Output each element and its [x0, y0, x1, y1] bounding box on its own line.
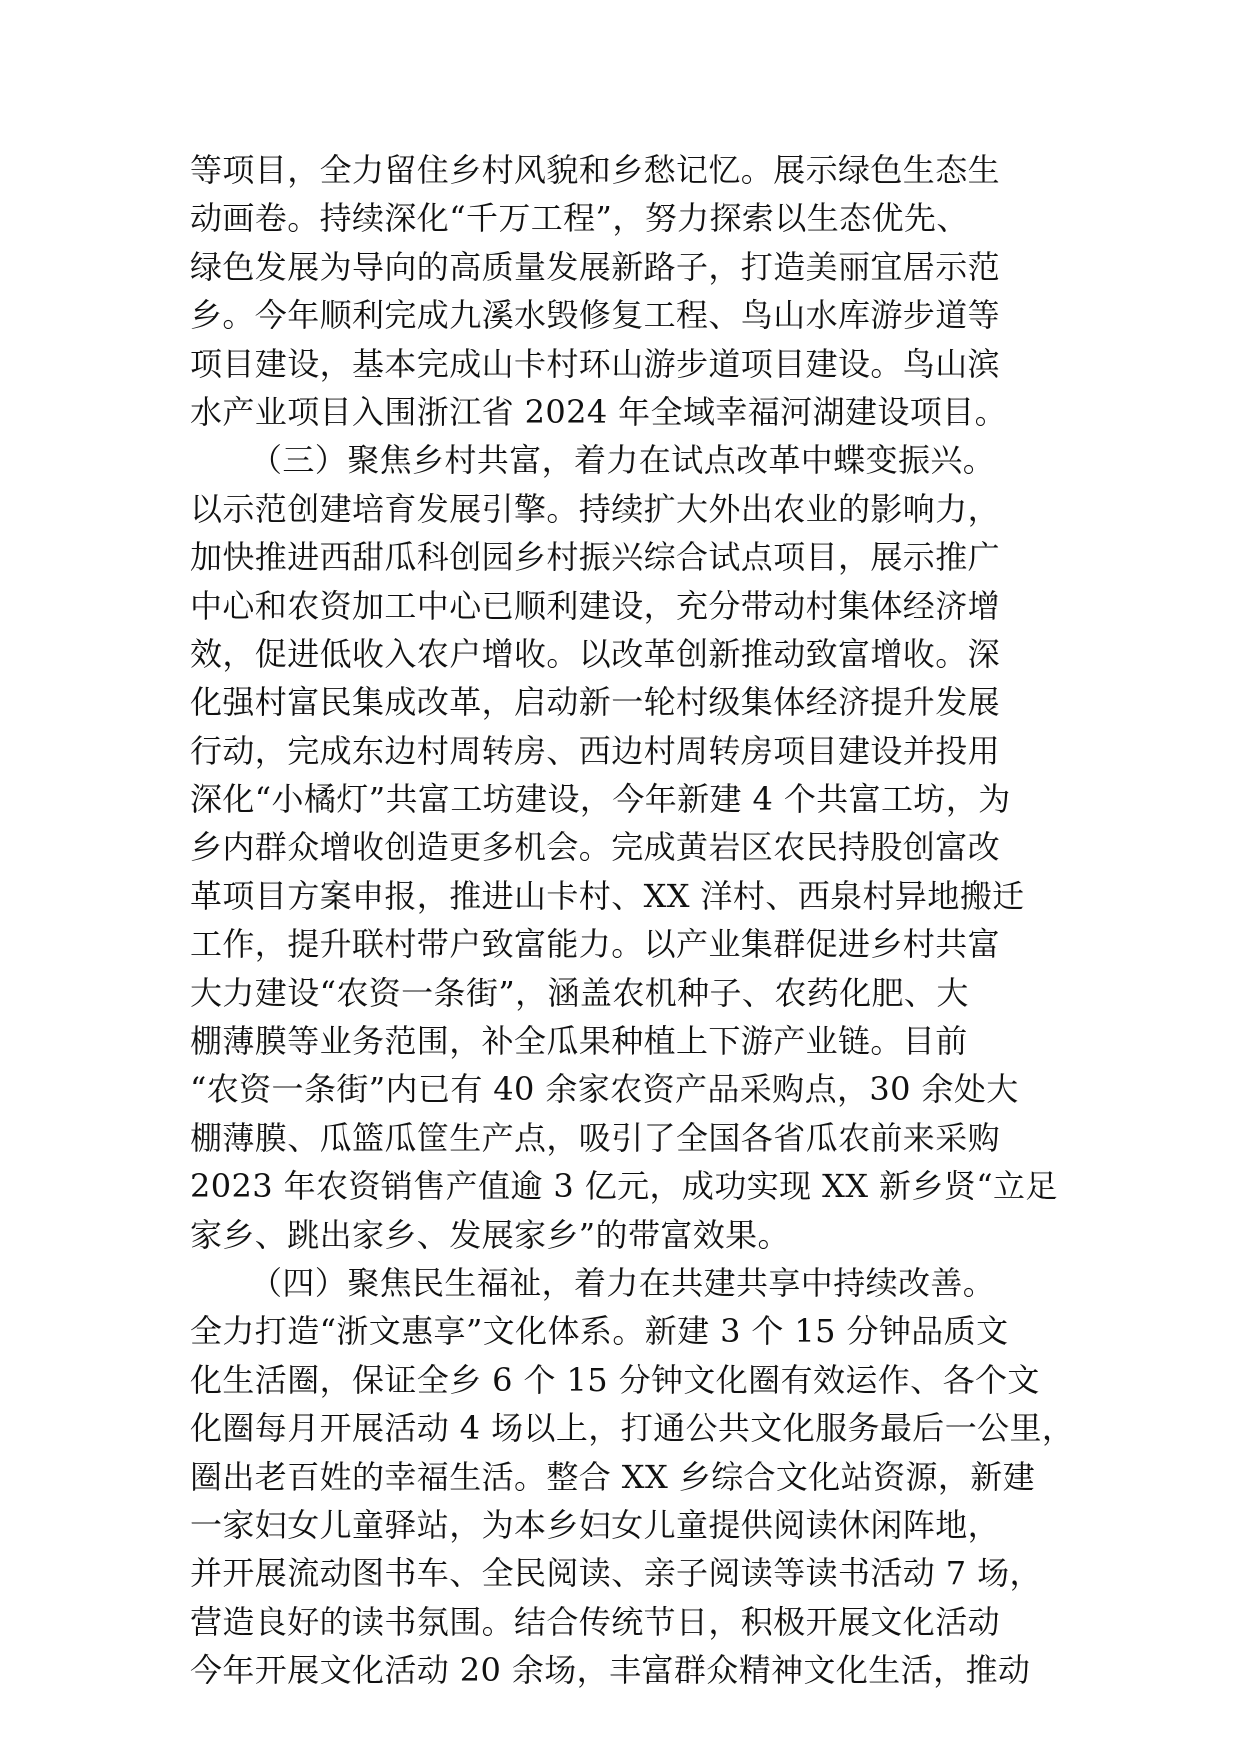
body-text	[190, 146, 1075, 1695]
text-line: “农资一条街”内已有 40 余家农资产品采购点，30 余处大	[190, 1070, 1019, 1109]
text-line: 家乡、跳出家乡、发展家乡”的带富效果。	[190, 1215, 790, 1254]
text-line: 化强村富民集成改革，启动新一轮村级集体经济提升发展	[190, 683, 1001, 722]
text-line: 今年开展文化活动 20 余场，丰富群众精神文化生活，推动	[190, 1651, 1031, 1690]
text-line: 化圈每月开展活动 4 场以上，打通公共文化服务最后一公里，	[190, 1409, 1075, 1448]
text-line: 乡。今年顺利完成九溪水毁修复工程、鸟山水库游步道等	[190, 296, 1001, 335]
text-line: 化生活圈，保证全乡 6 个 15 分钟文化圈有效运作、各个文	[190, 1360, 1040, 1399]
text-line: 等项目，全力留住乡村风貌和乡愁记忆。展示绿色生态生	[190, 151, 1001, 189]
text-line: 效，促进低收入农户增收。以改革创新推动致富增收。深	[190, 634, 1001, 673]
text-line: 中心和农资加工中心已顺利建设，充分带动村集体经济增	[190, 586, 1001, 625]
text-line: 营造良好的读书氛围。结合传统节日，积极开展文化活动	[190, 1602, 1001, 1641]
section-heading-3: （三）聚焦乡村共富，着力在试点改革中蝶变振兴。	[250, 441, 996, 480]
text-line: 行动，完成东边村周转房、西边村周转房项目建设并投用	[190, 731, 1001, 770]
text-line: 一家妇女儿童驿站，为本乡妇女儿童提供阅读休闲阵地，	[190, 1505, 1001, 1544]
text-line: 深化“小橘灯”共富工坊建设，今年新建 4 个共富工坊，为	[190, 780, 1011, 819]
text-line: 项目建设，基本完成山卡村环山游步道项目建设。鸟山滨	[190, 344, 1001, 383]
text-line: 乡内群众增收创造更多机会。完成黄岩区农民持股创富改	[190, 828, 1001, 867]
text-line: 全力打造“浙文惠享”文化体系。新建 3 个 15 分钟品质文	[190, 1312, 1009, 1351]
section-heading-4: （四）聚焦民生福祉，着力在共建共享中持续改善。	[250, 1263, 996, 1302]
text-line: 以示范创建培育发展引擎。持续扩大外出农业的影响力，	[190, 489, 1001, 528]
text-line: 动画卷。持续深化“千万工程”，努力探索以生态优先、	[190, 199, 969, 238]
text-line: 棚薄膜等业务范围，补全瓜果种植上下游产业链。目前	[190, 1022, 968, 1061]
text-line: 革项目方案申报，推进山卡村、XX 洋村、西泉村异地搬迁	[190, 876, 1025, 915]
text-line: 棚薄膜、瓜篮瓜筐生产点，吸引了全国各省瓜农前来采购	[190, 1118, 1001, 1157]
text-line: 大力建设“农资一条街”，涵盖农机种子、农药化肥、大	[190, 973, 969, 1012]
text-line: 水产业项目入围浙江省 2024 年全域幸福河湖建设项目。	[190, 392, 1007, 431]
text-line: 并开展流动图书车、全民阅读、亲子阅读等读书活动 7 场，	[190, 1554, 1042, 1593]
text-line: 加快推进西甜瓜科创园乡村振兴综合试点项目，展示推广	[190, 538, 1001, 577]
text-line: 绿色发展为导向的高质量发展新路子，打造美丽宜居示范	[190, 247, 1001, 286]
text-line: 工作，提升联村带户致富能力。以产业集群促进乡村共富	[190, 925, 1001, 964]
text-line: 圈出老百姓的幸福生活。整合 XX 乡综合文化站资源，新建	[190, 1457, 1036, 1496]
text-line: 2023 年农资销售产值逾 3 亿元，成功实现 XX 新乡贤“立足	[190, 1167, 1058, 1206]
